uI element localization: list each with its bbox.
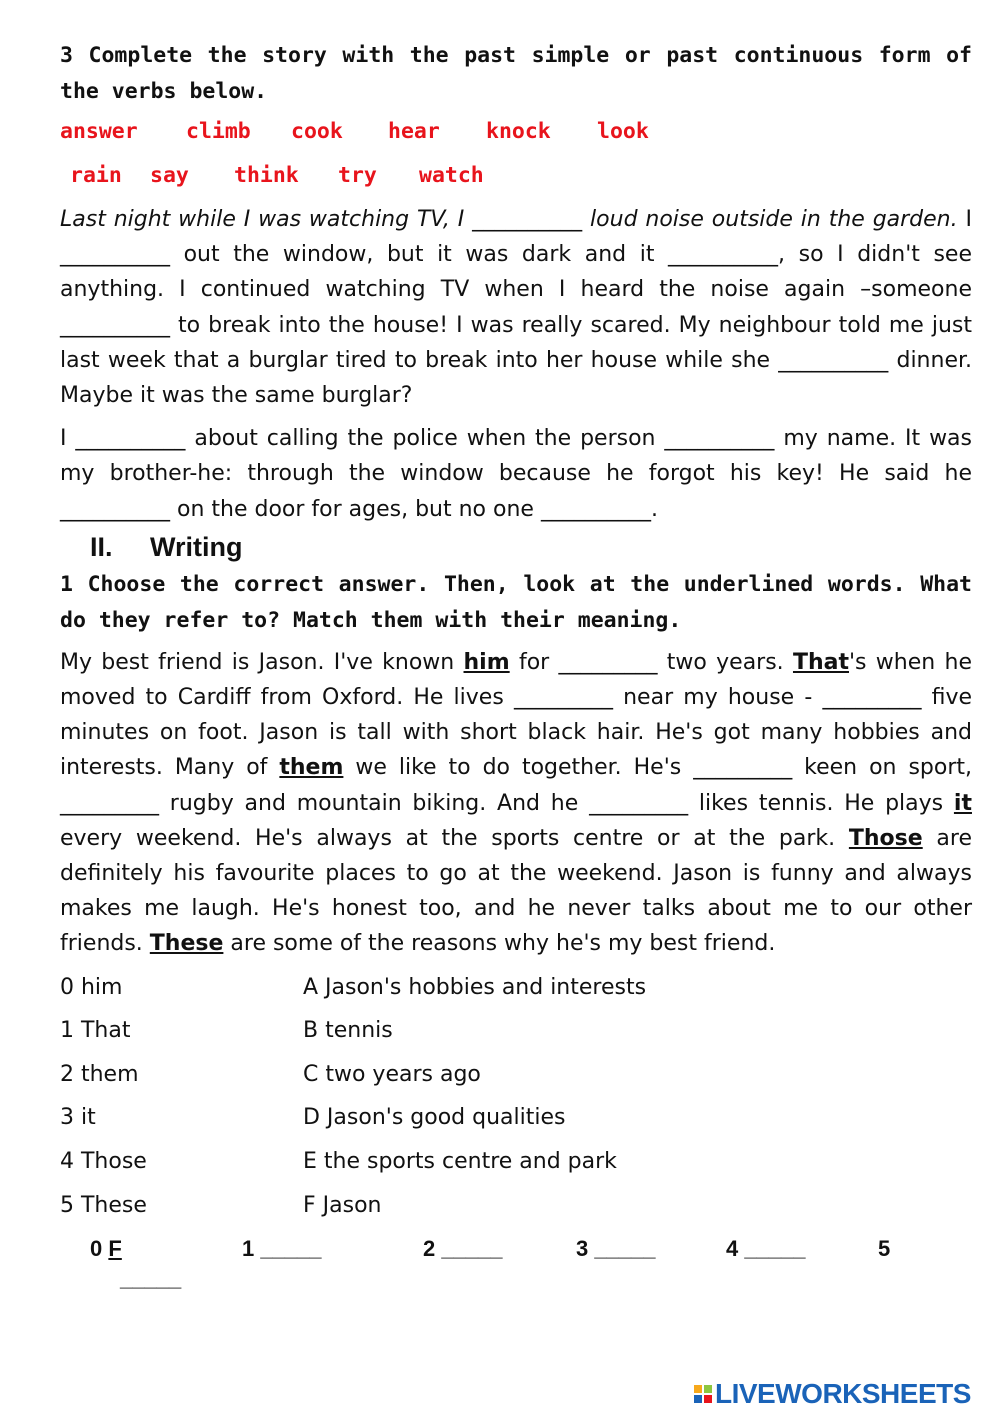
answer-1[interactable]: 1 _____ [242,1236,322,1262]
story-text: loud noise outside in the garden. [582,207,958,232]
paragraph-text: keen on sport, [792,755,972,781]
matching-list [60,966,972,1228]
story-text: I [60,426,76,452]
underlined-word: That [792,649,849,675]
match-left: 4 Those [60,1149,147,1175]
answer-blank[interactable]: __________ [60,242,170,268]
answer-5-blank[interactable]: _____ [120,1266,182,1292]
match-right: E the sports centre and park [303,1149,617,1175]
worksheet-page [60,38,972,1317]
match-left: 2 them [60,1061,139,1087]
paragraph-text: likes tennis. He plays [688,790,954,816]
story-text: out the window, but it was dark and it [170,242,669,268]
verb-item: look [597,119,649,144]
paragraph-text: two years. [657,649,793,675]
exercise1-instruction: 1 Choose the correct answer. Then, look at the underlined words. What do they refer to? Match them with their meaning. [60,571,972,633]
match-row [60,1053,972,1097]
answer-key-row [90,1227,972,1317]
logo-text: LIVEWORKSHEETS [715,1378,971,1409]
answer-value: F [108,1236,122,1262]
underlined-word: These [149,931,224,957]
match-right: B tennis [303,1018,393,1044]
match-left: 5 These [60,1192,147,1218]
story-text: on the door for ages, but no one [170,496,541,522]
story-paragraph-1 [60,202,972,413]
section-title: Writing [150,531,243,562]
paragraph-text: every weekend. He's always at the sports centre or at the park. [60,825,849,851]
match-right: D Jason's good qualities [303,1105,566,1131]
match-left: 3 it [60,1105,96,1131]
verb-item: answer [60,119,138,144]
paragraph-text: five minutes on foot. Jason is tall with short black hair. He's got many hobbies and interests. Many of [60,685,972,781]
underlined-word: them [279,755,344,781]
answer-4[interactable]: 4 _____ [726,1236,806,1262]
paragraph-text: are some of the reasons why he's my best friend. [223,931,776,957]
answer-blank[interactable]: __________ [778,347,889,373]
underlined-word: it [953,790,972,816]
story-text: to break into the house! I was really scared. My neighbour told me just last week that a burglar tired to break into her house while she [60,312,972,373]
story-text: dinner. Maybe it was the same burglar? [60,347,973,409]
match-row [60,966,972,1010]
answer-blank[interactable]: __________ [60,312,170,338]
answer-blank[interactable]: _________ [589,790,689,816]
underlined-word: Those [848,825,923,851]
answer-0 [90,1227,122,1271]
section-number: II. [90,531,113,562]
verb-item: climb [186,119,251,144]
paragraph-text: 's when he moved to Cardiff from Oxford. He lives [60,649,972,711]
section-heading [90,527,972,567]
verb-item: think [234,163,299,188]
jason-paragraph [60,645,972,962]
answer-blank[interactable]: _________ [513,685,613,711]
match-row [60,1140,972,1184]
match-row [60,1009,972,1053]
verb-item: knock [486,119,551,144]
answer-blank[interactable]: _________ [60,790,159,816]
answer-blank[interactable]: _________ [693,755,793,781]
match-right: C two years ago [303,1061,481,1087]
paragraph-text: for [509,649,559,675]
verb-row-1 [60,110,972,154]
verb-item: try [338,163,377,188]
match-left: 0 him [60,974,123,1000]
match-right: F Jason [303,1192,382,1218]
verb-item: say [150,163,189,188]
answer-blank[interactable]: _________ [822,685,922,711]
paragraph-text: near my house - [612,685,823,711]
verb-row-2 [60,154,972,198]
answer-2[interactable]: 2 _____ [423,1236,503,1262]
verb-item: rain [70,163,122,188]
answer-blank[interactable]: __________ [540,496,651,522]
story-text: my name. It was my brother-he: through the window because he forgot his key! He said he [60,426,973,487]
match-right: A Jason's hobbies and interests [303,974,647,1000]
answer-blank[interactable]: __________ [60,496,170,522]
story-text: , so I didn't see anything. I continued watching TV when I heard the noise again –someone [60,242,972,303]
story-text: about calling the police when the person [185,426,665,452]
answer-blank[interactable]: __________ [75,426,186,452]
answer-3[interactable]: 3 _____ [576,1236,656,1262]
exercise3-instruction: 3 Complete the story with the past simple or past continuous form of the verbs below. [60,43,972,104]
answer-number: 0 [90,1236,103,1262]
paragraph-text: are definitely his favourite places to go at the weekend. Jason is funny and always makes me laugh. He's honest too, and he never talks about me to our other friends. [60,825,973,957]
answer-blank[interactable]: __________ [668,242,779,268]
answer-blank[interactable]: __________ [664,426,775,452]
story-text: Last night while I was watching TV, I [60,207,473,232]
liveworksheets-logo [694,1377,971,1411]
story-text: I [957,207,972,232]
paragraph-text: rugby and mountain biking. And he [159,790,590,816]
story-paragraph-2 [60,421,972,527]
verb-item: cook [291,119,343,144]
match-row [60,1096,972,1140]
match-left: 1 That [60,1018,131,1044]
paragraph-text: we like to do together. He's [343,755,694,781]
verb-item: hear [388,119,440,144]
answer-blank[interactable]: __________ [472,207,583,232]
match-row [60,1184,972,1228]
answer-blank[interactable]: _________ [558,649,658,675]
underlined-word: him [463,649,510,675]
verb-item: watch [419,163,484,188]
logo-squares-icon [694,1385,712,1403]
paragraph-text: My best friend is Jason. I've known [60,649,464,675]
answer-5: 5 [878,1236,891,1262]
story-text: . [650,496,658,522]
